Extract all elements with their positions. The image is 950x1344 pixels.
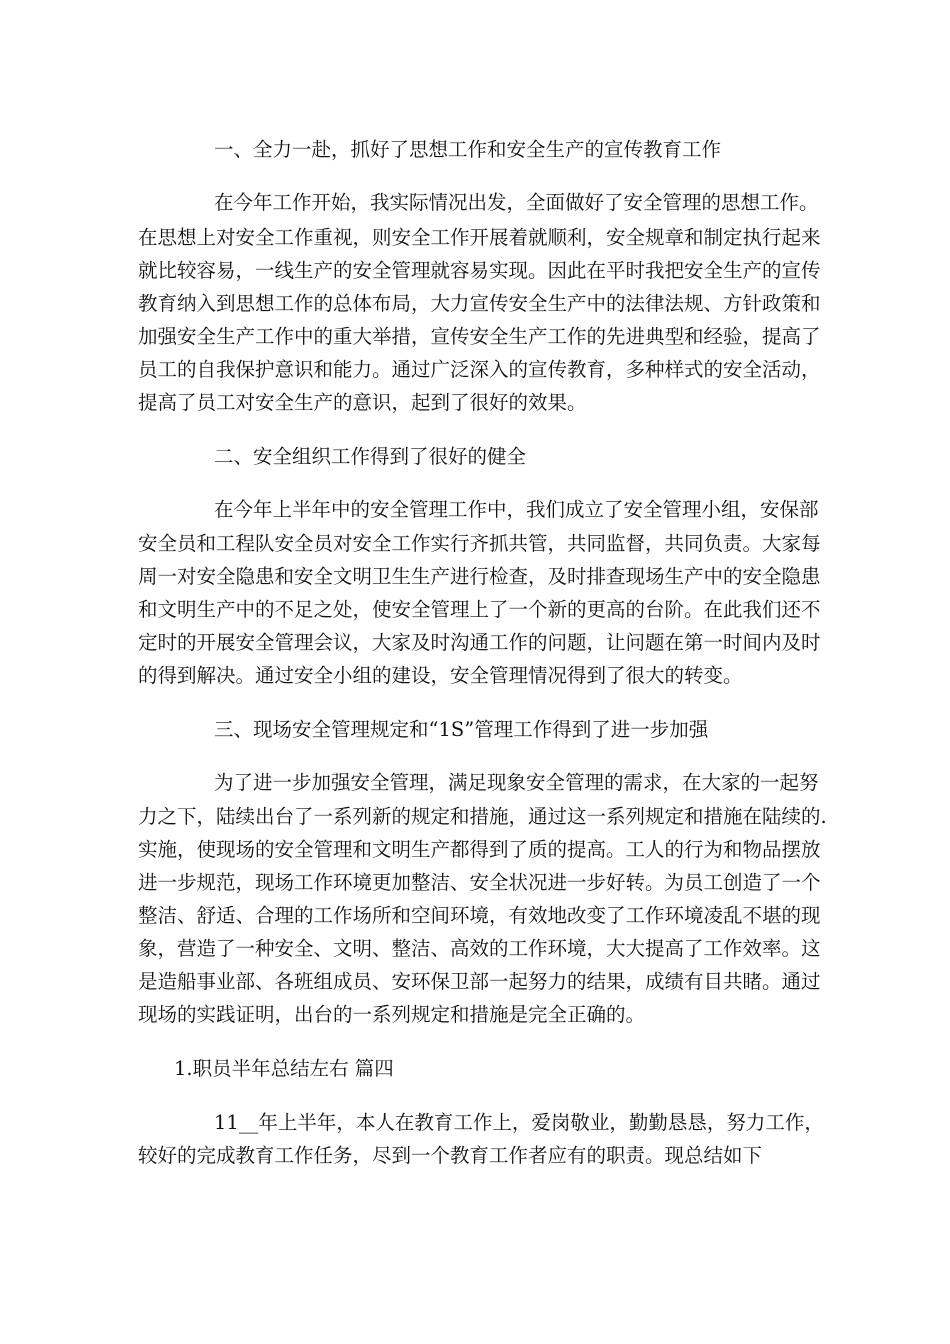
article-subtitle: 1.职员半年总结左右 篇四: [174, 1057, 394, 1080]
paragraph-line: 定时的开展安全管理会议，大家及时沟通工作的问题，让问题在第一时间内及时: [138, 631, 821, 654]
paragraph-line: 在思想上对安全工作重视，则安全工作开展着就顺利，安全规章和制定执行起来: [138, 226, 821, 249]
paragraph-line: 现场的实践证明，出台的一系列规定和措施是完全正确的。: [138, 1003, 646, 1026]
paragraph-line: 在今年上半年中的安全管理工作中，我们成立了安全管理小组，安保部: [214, 498, 819, 521]
paragraph-line: 进一步规范，现场工作环境更加整洁、安全状况进一步好转。为员工创造了一个: [138, 871, 821, 894]
paragraph-line: 和文明生产中的不足之处，使安全管理上了一个新的更高的台阶。在此我们还不: [138, 598, 821, 621]
paragraph-line: 较好的完成教育工作任务，尽到一个教育工作者应有的职责。现总结如下: [138, 1144, 763, 1167]
paragraph-line: 力之下，陆续出台了一系列新的规定和措施，通过这一系列规定和措施在陆续的.: [138, 805, 827, 828]
paragraph-line: 安全员和工程队安全员对安全工作实行齐抓共管，共同监督，共同负责。大家每: [138, 532, 821, 555]
section-heading-3: 三、现场安全管理规定和“1S”管理工作得到了进一步加强: [214, 718, 709, 741]
paragraph-line: 实施，使现场的安全管理和文明生产都得到了质的提高。工人的行为和物品摆放: [138, 838, 821, 861]
paragraph-line: 周一对安全隐患和安全文明卫生生产进行检查，及时排查现场生产中的安全隐患: [138, 565, 821, 588]
paragraph-line: 11__年上半年，本人在教育工作上，爱岗敬业，勤勤恳恳，努力工作，: [214, 1111, 824, 1134]
paragraph-line: 员工的自我保护意识和能力。通过广泛深入的宣传教育，多种样式的安全活动，: [138, 358, 821, 381]
paragraph-line: 就比较容易，一线生产的安全管理就容易实现。因此在平时我把安全生产的宣传: [138, 259, 821, 282]
paragraph-line: 为了进一步加强安全管理，满足现象安全管理的需求，在大家的一起努: [214, 771, 819, 794]
paragraph-line: 教育纳入到思想工作的总体布局，大力宣传安全生产中的法律法规、方针政策和: [138, 292, 821, 315]
paragraph-line: 在今年工作开始，我实际情况出发，全面做好了安全管理的思想工作。: [214, 191, 819, 214]
paragraph-line: 象，营造了一种安全、文明、整洁、高效的工作环境，大大提高了工作效率。这: [138, 937, 821, 960]
section-heading-1: 一、全力一赴，抓好了思想工作和安全生产的宣传教育工作: [214, 138, 722, 161]
section-heading-2: 二、安全组织工作得到了很好的健全: [214, 445, 527, 468]
paragraph-line: 整洁、舒适、合理的工作场所和空间环境，有效地改变了工作环境凌乱不堪的现: [138, 904, 821, 927]
paragraph-line: 提高了员工对安全生产的意识，起到了很好的效果。: [138, 391, 587, 414]
paragraph-line: 是造船事业部、各班组成员、安环保卫部一起努力的结果，成绩有目共睹。通过: [138, 970, 821, 993]
paragraph-line: 的得到解决。通过安全小组的建设，安全管理情况得到了很大的转变。: [138, 664, 743, 687]
paragraph-line: 加强安全生产工作中的重大举措，宣传安全生产工作的先进典型和经验，提高了: [138, 325, 821, 348]
